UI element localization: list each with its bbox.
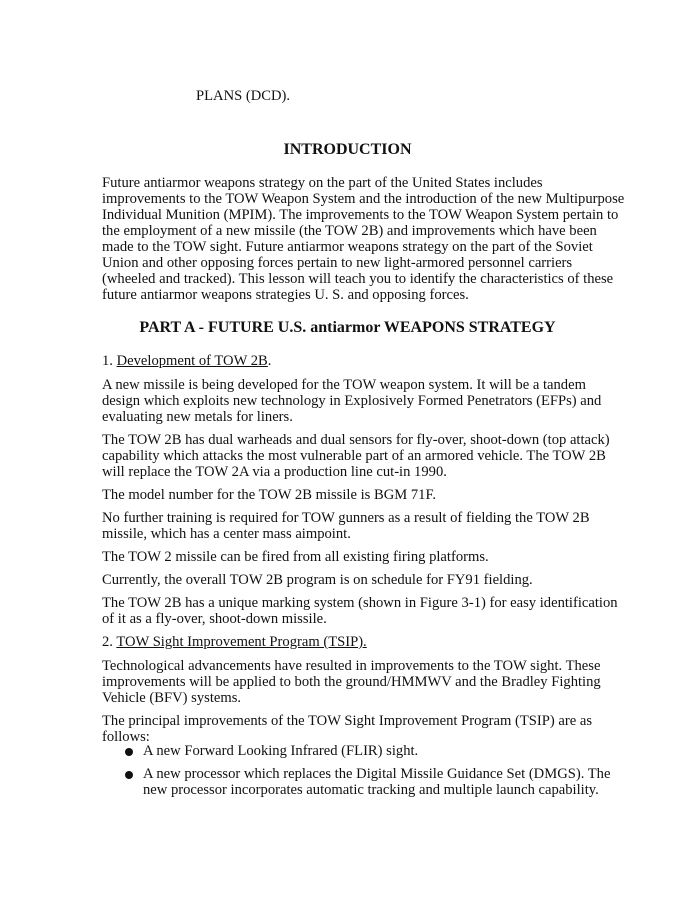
section-2-title: TOW Sight Improvement Program (TSIP). <box>116 634 367 650</box>
paragraph-line: Vehicle (BFV) systems. <box>102 690 242 706</box>
intro-line: future antiarmor weapons strategies U. S. and opposing forces. <box>102 287 469 303</box>
intro-line: Future antiarmor weapons strategy on the part of the United States includes <box>102 175 543 191</box>
paragraph-line: The principal improvements of the TOW Sight Improvement Program (TSIP) are as <box>102 713 593 729</box>
paragraph-line: A new missile is being developed for the TOW weapon system. It will be a tandem <box>102 377 586 393</box>
bullet-text: A new Forward Looking Infrared (FLIR) sight. <box>143 743 419 759</box>
paragraph-line: No further training is required for TOW gunners as a result of fielding the TOW 2B <box>102 510 590 526</box>
introduction-heading: INTRODUCTION <box>283 141 412 158</box>
bullet-text: new processor incorporates automatic tracking and multiple launch capability. <box>143 782 599 798</box>
paragraph-line: will replace the TOW 2A via a production line cut-in 1990. <box>102 464 447 480</box>
intro-line: the employment of a new missile (the TOW 2B) and improvements which have been <box>102 223 597 239</box>
intro-line: (wheeled and tracked). This lesson will teach you to identify the characteristics of these <box>102 271 614 287</box>
paragraph-line: follows: <box>102 729 150 745</box>
section-2-number: 2. <box>102 634 117 650</box>
paragraph-line: The TOW 2B has a unique marking system (shown in Figure 3-1) for easy identification <box>102 595 618 611</box>
paragraph-line: Technological advancements have resulted in improvements to the TOW sight. These <box>102 658 601 674</box>
section-1-title-suffix: . <box>267 353 272 369</box>
section-1-heading <box>102 353 271 369</box>
intro-line: Union and other opposing forces pertain to new light-armored personnel carriers <box>102 255 573 271</box>
paragraph-line: design which exploits new technology in Explosively Formed Penetrators (EFPs) and <box>102 393 602 409</box>
section-1-paragraph-5: The TOW 2 missile can be fired from all existing firing platforms. <box>102 549 489 565</box>
intro-line: made to the TOW sight. Future antiarmor weapons strategy on the part of the Soviet <box>102 239 593 255</box>
section-2-heading <box>102 634 367 650</box>
paragraph-line: of it as a fly-over, shoot-down missile. <box>102 611 327 627</box>
paragraph-line: improvements will be applied to both the ground/HMMWV and the Bradley Fighting <box>102 674 601 690</box>
bullet-dot-icon <box>125 771 133 779</box>
intro-line: Individual Munition (MPIM). The improvements to the TOW Weapon System pertain to <box>102 207 619 223</box>
header-fragment: PLANS (DCD). <box>196 88 291 104</box>
paragraph-line: evaluating new metals for liners. <box>102 409 293 425</box>
paragraph-line: missile, which has a center mass aimpoint. <box>102 526 351 542</box>
section-1-paragraph-6: Currently, the overall TOW 2B program is on schedule for FY91 fielding. <box>102 572 533 588</box>
bullet-text: A new processor which replaces the Digital Missile Guidance Set (DMGS). The <box>143 766 611 782</box>
bullet-dot-icon <box>125 748 133 756</box>
section-1-number: 1. <box>102 353 117 369</box>
section-1-title: Development of TOW 2B <box>116 353 268 369</box>
paragraph-line: The TOW 2B has dual warheads and dual sensors for fly-over, shoot-down (top attack) <box>102 432 610 448</box>
part-a-heading: PART A - FUTURE U.S. antiarmor WEAPONS STRATEGY <box>139 319 556 336</box>
intro-line: improvements to the TOW Weapon System and the introduction of the new Multipurpose <box>102 191 625 207</box>
paragraph-line: capability which attacks the most vulnerable part of an armored vehicle. The TOW 2B <box>102 448 606 464</box>
section-1-paragraph-3: The model number for the TOW 2B missile is BGM 71F. <box>102 487 437 503</box>
